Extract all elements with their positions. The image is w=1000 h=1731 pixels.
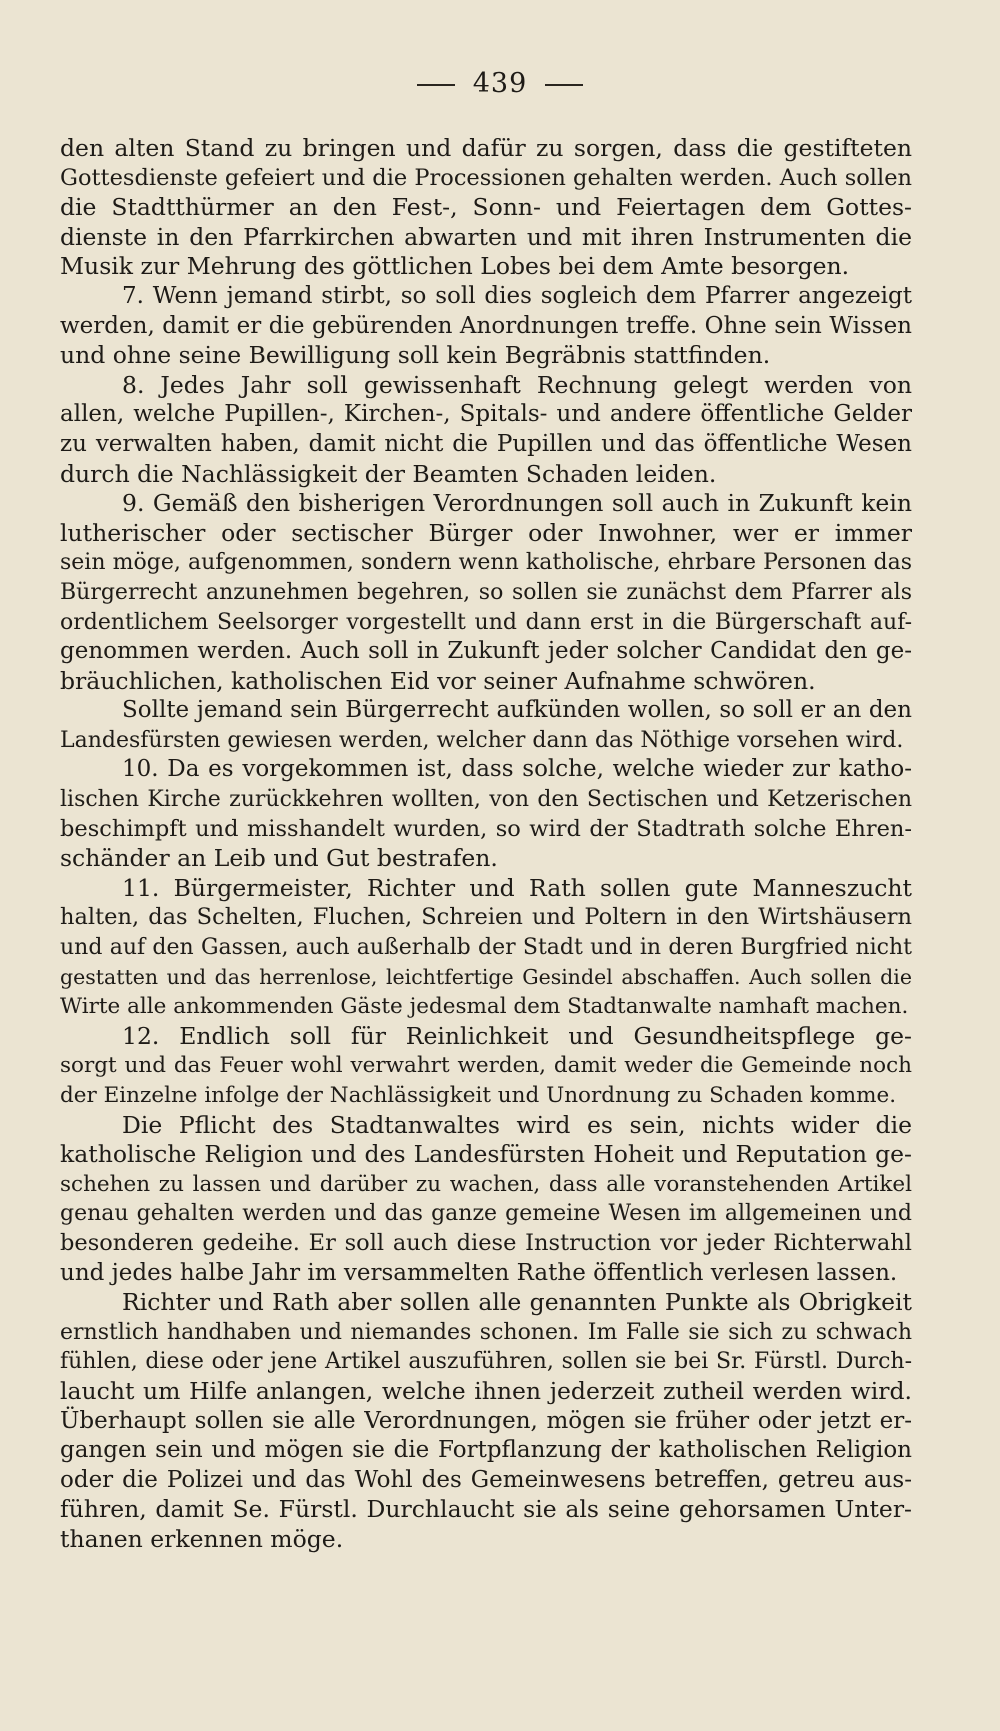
text-line: den alten Stand zu bringen und dafür zu sorgen, dass die gestifteten (60, 134, 912, 162)
text-line: der Einzelne infolge der Nachlässigkeit und Unordnung zu Schaden komme. (60, 1083, 897, 1108)
text-line: Wirte alle ankommenden Gäste jedesmal dem Stadtanwalte namhaft machen. (60, 994, 909, 1020)
right-dash (545, 84, 583, 86)
text-line: und jedes halbe Jahr im versammelten Rathe öffentlich verlesen lassen. (60, 1259, 898, 1286)
text-line: Die Pflicht des Stadtanwaltes wird es sein, nichts wider die (122, 1110, 912, 1139)
text-line: gangen sein und mögen sie die Fortpflanzung der katholischen Religion (60, 1437, 912, 1464)
text-line: ordentlichem Seelsorger vorgestellt und dann erst in die Bürgerschaft auf- (60, 609, 912, 635)
text-line: Überhaupt sollen sie alle Verordnungen, mögen sie früher oder jetzt er- (60, 1407, 912, 1434)
text-line: ernstlich handhaben und niemandes schonen. Im Falle sie sich zu schwach (60, 1319, 912, 1345)
page-number: 439 (472, 68, 528, 99)
text-line: 9. Gemäß den bisherigen Verordnungen soll auch in Zukunft kein (122, 489, 912, 518)
left-dash (417, 84, 455, 86)
text-line: und auf den Gassen, auch außerhalb der Stadt und in deren Burgfried nicht (60, 935, 912, 961)
text-line: durch die Nachlässigkeit der Beamten Schaden leiden. (60, 459, 717, 488)
text-line: Landesfürsten gewiesen werden, welcher dann das Nöthige vorsehen wird. (60, 727, 904, 753)
text-line: die Stadtthürmer an den Fest-, Sonn- und Feiertagen dem Gottes- (60, 193, 912, 222)
text-line: beschimpft und misshandelt wurden, so wird der Stadtrath solche Ehren- (60, 815, 912, 842)
text-line: 12. Endlich soll für Reinlichkeit und Gesundheitspflege ge- (122, 1021, 912, 1050)
text-line: führen, damit Se. Fürstl. Durchlaucht sie als seine gehorsamen Unter- (60, 1495, 912, 1524)
text-line: schänder an Leib und Gut bestrafen. (60, 844, 498, 873)
page-number-header (0, 68, 1000, 99)
text-line: 11. Bürgermeister, Richter und Rath sollen gute Manneszucht (122, 873, 912, 902)
body-text (60, 134, 912, 1555)
text-line: genommen werden. Auch soll in Zukunft jeder solcher Candidat den ge- (60, 638, 912, 665)
text-line: oder die Polizei und das Wohl des Gemeinwesens betreffen, getreu aus- (60, 1466, 912, 1493)
text-line: 8. Jedes Jahr soll gewissenhaft Rechnung gelegt werden von (122, 370, 912, 399)
text-line: fühlen, diese oder jene Artikel auszuführen, sollen sie bei Sr. Fürstl. Durch- (60, 1349, 912, 1375)
text-line: dienste in den Pfarrkirchen abwarten und mit ihren Instrumenten die (60, 222, 912, 251)
text-line: thanen erkennen möge. (60, 1524, 344, 1553)
text-line: schehen zu lassen und darüber zu wachen, dass alle voranstehenden Artikel (60, 1171, 912, 1197)
text-line: genau gehalten werden und das ganze gemeine Wesen im allgemeinen und (60, 1201, 912, 1227)
text-line: katholische Religion und des Landesfürsten Hoheit und Reputation ge- (60, 1140, 912, 1169)
text-line: Sollte jemand sein Bürgerrecht aufkünden wollen, so soll er an den (122, 697, 912, 724)
text-line: gestatten und das herrenlose, leichtfertige Gesindel abschaffen. Auch sollen die (60, 964, 912, 989)
text-line: Bürgerrecht anzunehmen begehren, so sollen sie zunächst dem Pfarrer als (60, 579, 912, 605)
text-line: Musik zur Mehrung des göttlichen Lobes bei dem Amte besorgen. (60, 252, 850, 281)
text-line: allen, welche Pupillen-, Kirchen-, Spitals- und andere öffentliche Gelder (60, 401, 912, 428)
text-line: sein möge, aufgenommen, sondern wenn katholische, ehrbare Personen das (60, 550, 912, 576)
text-line: zu verwalten haben, damit nicht die Pupillen und das öffentliche Wesen (60, 430, 912, 457)
text-line: 7. Wenn jemand stirbt, so soll dies sogleich dem Pfarrer angezeigt (122, 282, 912, 309)
text-line: lischen Kirche zurückkehren wollten, von den Sectischen und Ketzerischen (60, 787, 912, 813)
text-line: werden, damit er die gebürenden Anordnungen treffe. Ohne sein Wissen (60, 312, 912, 339)
text-line: Richter und Rath aber sollen alle genannten Punkte als Obrigkeit (122, 1288, 912, 1317)
text-line: laucht um Hilfe anlangen, welche ihnen jederzeit zutheil werden wird. (60, 1376, 912, 1405)
text-line: Gottesdienste gefeiert und die Processionen gehalten werden. Auch sollen (60, 164, 912, 191)
text-line: halten, das Schelten, Fluchen, Schreien und Poltern in den Wirtshäusern (60, 904, 912, 931)
text-line: 10. Da es vorgekommen ist, dass solche, welche wieder zur katho- (122, 756, 912, 783)
text-line: lutherischer oder sectischer Bürger oder Inwohner, wer er immer (60, 518, 912, 547)
text-line: bräuchlichen, katholischen Eid vor seiner Aufnahme schwören. (60, 666, 816, 695)
text-line: besonderen gedeihe. Er soll auch diese Instruction vor jeder Richterwahl (60, 1229, 912, 1256)
text-line: sorgt und das Feuer wohl verwahrt werden, damit weder die Gemeinde noch (60, 1053, 912, 1079)
text-line: und ohne seine Bewilligung soll kein Begräbnis stattfinden. (60, 341, 771, 370)
